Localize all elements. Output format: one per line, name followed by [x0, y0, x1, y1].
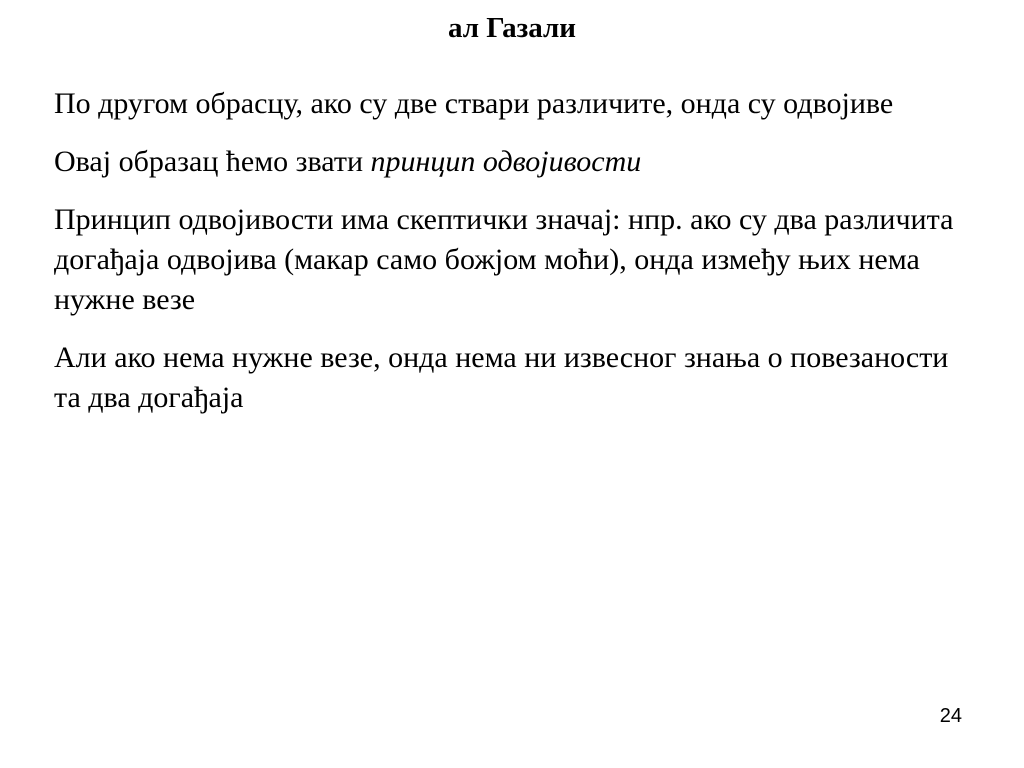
- paragraph-2: [54, 142, 974, 182]
- paragraph-3: Принцип одвојивости има скептички значај: нпр. ако су два различита догађаја одвојива (макар само божјом моћи), онда између њих нема нужне везе: [54, 203, 954, 316]
- slide-body: [54, 84, 974, 436]
- slide-title: ал Газали: [447, 12, 577, 44]
- paragraph-1: По другом обрасцу, ако су две ствари различите, онда су одвојиве: [54, 87, 894, 120]
- paragraph-2-emphasis: принцип одвојивости: [370, 145, 642, 178]
- page-number: 24: [939, 705, 962, 727]
- paragraph-4: Али ако нема нужне везе, онда нема ни извесног знања о повезаности та два догађаја: [54, 341, 949, 414]
- paragraph-2-text: Овај образац ћемо звати: [54, 145, 371, 178]
